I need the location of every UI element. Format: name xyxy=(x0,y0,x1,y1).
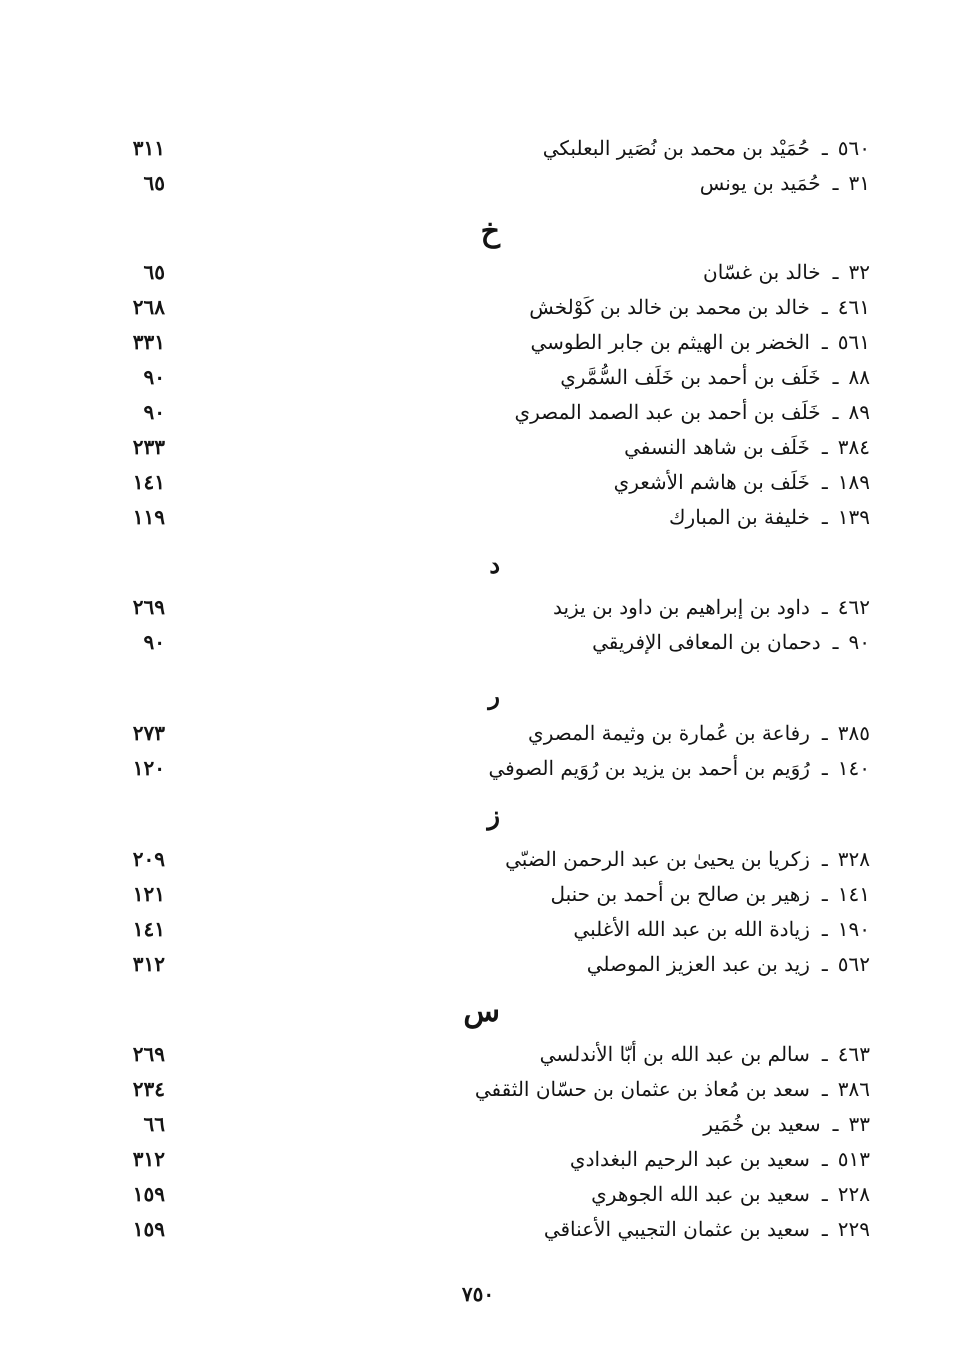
entry-number: ٣٨٥ xyxy=(837,721,870,745)
section-letter: ز xyxy=(487,801,500,831)
entry-page: ٢٦٨ xyxy=(132,295,165,319)
entry-name: داود بن إبراهيم بن داود بن يزيد xyxy=(553,595,810,619)
entry-name: خالد بن غسّان xyxy=(703,260,821,284)
entry-page: ٢٦٩ xyxy=(132,1042,165,1066)
entry-name: خَلَف بن شاهد النسفي xyxy=(624,435,810,459)
index-entry: ٨٩ـخَلَف بن أحمد بن عبد الصمد المصري ٩٠ xyxy=(0,395,956,429)
entry-number: ٣٨٦ xyxy=(837,1077,870,1101)
entry-page: ٢٧٣ xyxy=(132,721,165,745)
entry-name: حُمَيْد بن محمد بن نُصَير البعلبكي xyxy=(542,136,810,160)
entry-number: ٤٦١ xyxy=(837,295,870,319)
index-entry: ١٨٩ـخَلَف بن هاشم الأشعري ١٤١ xyxy=(0,465,956,499)
index-entry: ٣٢ـخالد بن غسّان ٦٥ xyxy=(0,255,956,289)
entry-number: ٣٢٨ xyxy=(837,847,870,871)
index-entry: ٣٢٨ـزكريا بن يحيىٰ بن عبد الرحمن الضبّي ٢٠٩ xyxy=(0,842,956,876)
index-entry: ٥٦٢ـزيد بن عبد العزيز الموصلي ٣١٢ xyxy=(0,947,956,981)
index-entry: ٩٠ـدحمان بن المعافى الإفريقي ٩٠ xyxy=(0,625,956,659)
index-entry: ٢٢٨ـسعيد بن عبد الله الجوهري ١٥٩ xyxy=(0,1177,956,1211)
index-entry: ٣٨٥ـرفاعة بن عُمارة بن وثيمة المصري ٢٧٣ xyxy=(0,716,956,750)
entry-name: خَلَف بن أحمد بن عبد الصمد المصري xyxy=(514,400,821,424)
index-entry: ٤٦٢ـداود بن إبراهيم بن داود بن يزيد ٢٦٩ xyxy=(0,590,956,624)
entry-name: زهير بن صالح بن أحمد بن حنبل xyxy=(550,882,810,906)
entry-page: ١٥٩ xyxy=(132,1182,165,1206)
entry-name: خَلَف بن هاشم الأشعري xyxy=(613,470,810,494)
entry-number: ١٤٠ xyxy=(837,756,870,780)
index-entry: ٨٨ـخَلَف بن أحمد بن خَلَف السُّمَّري ٩٠ xyxy=(0,360,956,394)
entry-number: ١٤١ xyxy=(837,882,870,906)
entry-name: رفاعة بن عُمارة بن وثيمة المصري xyxy=(528,721,810,745)
entry-page: ١٤١ xyxy=(132,470,165,494)
entry-name: سالم بن عبد الله بن أبّا الأندلسي xyxy=(539,1042,810,1066)
entry-page: ١٤١ xyxy=(132,917,165,941)
entry-name: الخضر بن الهيثم بن جابر الطوسي xyxy=(530,330,810,354)
index-entry: ٣١ـحُمَيد بن يونس ٦٥ xyxy=(0,166,956,200)
section-letter: س xyxy=(463,994,500,1029)
entry-number: ١٩٠ xyxy=(837,917,870,941)
entry-page: ١١٩ xyxy=(132,505,165,529)
entry-name: خالد بن محمد بن خالد بن كَوْلخش xyxy=(529,295,810,319)
index-entry: ١٤٠ـرُوَيم بن أحمد بن يزيد بن رُوَيم الصوفي ١٢٠ xyxy=(0,751,956,785)
entry-name: زكريا بن يحيىٰ بن عبد الرحمن الضبّي xyxy=(505,847,810,871)
entry-name: خليفة بن المبارك xyxy=(669,505,810,529)
index-entry: ٤٦٣ـسالم بن عبد الله بن أبّا الأندلسي ٢٦٩ xyxy=(0,1037,956,1071)
index-entry: ٥٦٠ـحُمَيْد بن محمد بن نُصَير البعلبكي ٣١١ xyxy=(0,131,956,165)
index-entry: ١٤١ـزهير بن صالح بن أحمد بن حنبل ١٢١ xyxy=(0,877,956,911)
entry-number: ١٣٩ xyxy=(837,505,870,529)
entry-number: ٥١٣ xyxy=(837,1147,870,1171)
entry-number: ٣٣ xyxy=(848,1112,870,1136)
entry-number: ٥٦١ xyxy=(837,330,870,354)
entry-number: ٨٨ xyxy=(848,365,870,389)
index-entry: ١٩٠ـزيادة الله بن عبد الله الأغلبي ١٤١ xyxy=(0,912,956,946)
entry-name: خَلَف بن أحمد بن خَلَف السُّمَّري xyxy=(560,365,821,389)
entry-name: سعيد بن خُمَير xyxy=(703,1112,821,1136)
page-number: ٧٥٠ xyxy=(461,1282,495,1306)
entry-number: ٥٦٢ xyxy=(837,952,870,976)
entry-page: ١٢٠ xyxy=(132,756,165,780)
entry-number: ٣٢ xyxy=(848,260,870,284)
entry-number: ٢٢٩ xyxy=(837,1217,870,1241)
index-entry: ١٣٩ـخليفة بن المبارك ١١٩ xyxy=(0,500,956,534)
entry-page: ١٥٩ xyxy=(132,1217,165,1241)
entry-name: سعيد بن عبد الرحيم البغدادي xyxy=(569,1147,810,1171)
entry-page: ٣١٢ xyxy=(132,952,165,976)
entry-number: ٤٦٣ xyxy=(837,1042,870,1066)
entry-name: سعيد بن عبد الله الجوهري xyxy=(591,1182,810,1206)
entry-name: حُمَيد بن يونس xyxy=(699,171,821,195)
entry-name: زيد بن عبد العزيز الموصلي xyxy=(586,952,810,976)
entry-number: ٨٩ xyxy=(848,400,870,424)
entry-page: ٩٠ xyxy=(143,630,165,654)
index-entry: ٥٦١ـالخضر بن الهيثم بن جابر الطوسي ٣٣١ xyxy=(0,325,956,359)
entry-page: ٣١٢ xyxy=(132,1147,165,1171)
entry-number: ٢٢٨ xyxy=(837,1182,870,1206)
entry-page: ٦٥ xyxy=(143,260,165,284)
section-letter: د xyxy=(489,550,500,579)
index-entry: ٣٨٤ـخَلَف بن شاهد النسفي ٢٣٣ xyxy=(0,430,956,464)
entry-name: دحمان بن المعافى الإفريقي xyxy=(592,630,821,654)
entry-page: ٣١١ xyxy=(132,136,165,160)
entry-page: ٢٠٩ xyxy=(132,847,165,871)
entry-page: ٦٥ xyxy=(143,171,165,195)
index-entry: ٣٣ـسعيد بن خُمَير ٦٦ xyxy=(0,1107,956,1141)
entry-name: سعد بن مُعاذ بن عثمان بن حسّان الثقفي xyxy=(474,1077,810,1101)
entry-page: ٢٦٩ xyxy=(132,595,165,619)
entry-page: ٩٠ xyxy=(143,400,165,424)
section-letter: ر xyxy=(488,681,500,710)
index-entry: ٢٢٩ـسعيد بن عثمان التجيبي الأعناقي ١٥٩ xyxy=(0,1212,956,1246)
entry-name: سعيد بن عثمان التجيبي الأعناقي xyxy=(543,1217,810,1241)
entry-page: ٣٣١ xyxy=(132,330,165,354)
entry-name: رُوَيم بن أحمد بن يزيد بن رُوَيم الصوفي xyxy=(488,756,810,780)
entry-name: زيادة الله بن عبد الله الأغلبي xyxy=(573,917,810,941)
entry-number: ٣٨٤ xyxy=(837,435,870,459)
entry-number: ٩٠ xyxy=(848,630,870,654)
entry-number: ٥٦٠ xyxy=(837,136,870,160)
entry-number: ٣١ xyxy=(848,171,870,195)
entry-page: ٩٠ xyxy=(143,365,165,389)
entry-page: ٦٦ xyxy=(143,1112,165,1136)
index-entry: ٣٨٦ـسعد بن مُعاذ بن عثمان بن حسّان الثقفي ٢٣٤ xyxy=(0,1072,956,1106)
section-letter: خ xyxy=(480,214,500,249)
entry-number: ٤٦٢ xyxy=(837,595,870,619)
entry-page: ١٢١ xyxy=(132,882,165,906)
entry-page: ٢٣٣ xyxy=(132,435,165,459)
index-entry: ٤٦١ـخالد بن محمد بن خالد بن كَوْلخش ٢٦٨ xyxy=(0,290,956,324)
entry-page: ٢٣٤ xyxy=(132,1077,165,1101)
entry-number: ١٨٩ xyxy=(837,470,870,494)
index-entry: ٥١٣ـسعيد بن عبد الرحيم البغدادي ٣١٢ xyxy=(0,1142,956,1176)
